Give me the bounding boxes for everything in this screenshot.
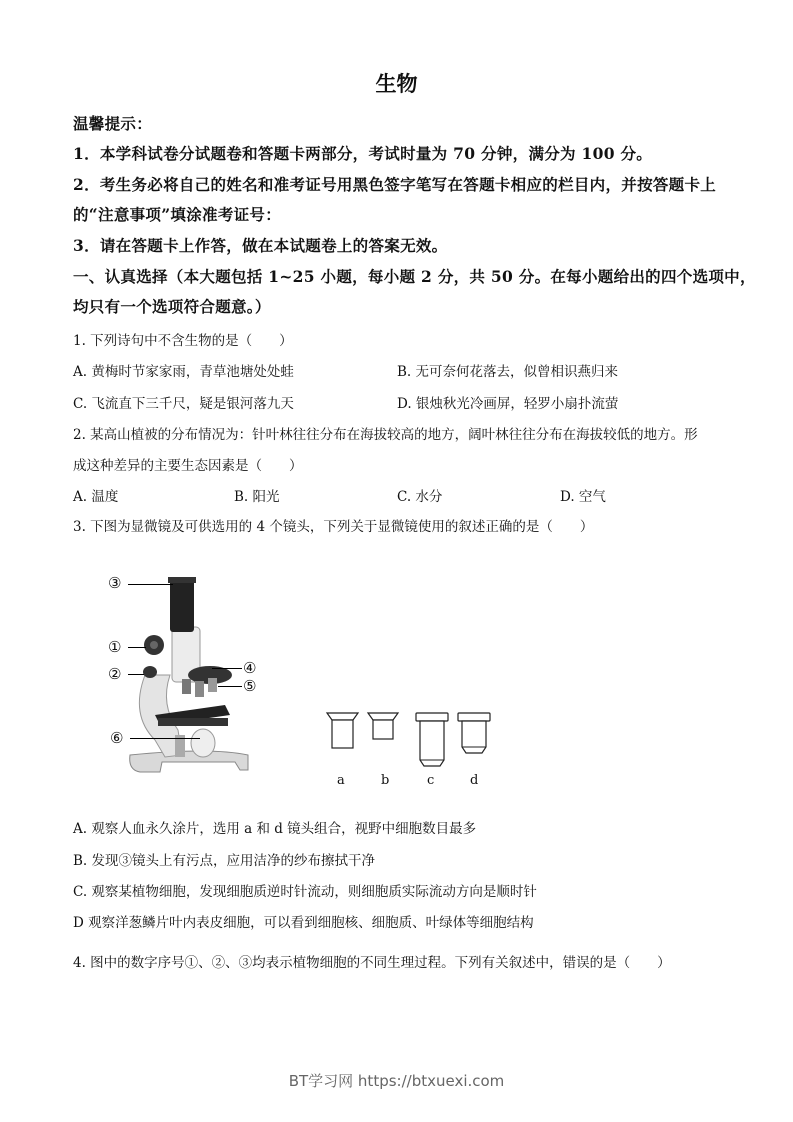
question-3-option-b: B. 发现③镜头上有污点，应用洁净的纱布擦拭干净 [73, 853, 376, 869]
lenses-figure [320, 705, 500, 795]
section-heading: 一、认真选择（本大题包括 1~25 小题，每小题 2 分，共 50 分。在每小题给出的四个选项中， [73, 267, 756, 286]
notice-item-3: 3．请在答题卡上作答，做在本试题卷上的答案无效。 [73, 236, 448, 255]
question-2-option-c: C. 水分 [397, 489, 443, 505]
label-2: ② [108, 665, 122, 683]
notice-heading: 温馨提示： [73, 114, 153, 133]
watermark: BT学习网 https://btxuexi.com [288, 1072, 505, 1090]
question-3-option-c: C. 观察某植物细胞，发现细胞质逆时针流动，则细胞质实际流动方向是顺时针 [73, 884, 537, 900]
lens-label-c: c [427, 773, 435, 788]
question-1-option-a: A. 黄梅时节家家雨，青草池塘处处蛙 [73, 364, 294, 380]
lens-label-b: b [381, 773, 390, 788]
question-1-stem: 1. 下列诗句中不含生物的是（ ） [73, 333, 293, 349]
notice-item-2-cont: 的“注意事项”填涂准考证号： [73, 205, 282, 224]
question-3-stem: 3. 下图为显微镜及可供选用的 4 个镜头，下列关于显微镜使用的叙述正确的是（ ） [73, 519, 594, 535]
label-3: ③ [108, 574, 122, 592]
label-6: ⑥ [110, 729, 124, 747]
question-3-option-d: D 观察洋葱鳞片叶内表皮细胞，可以看到细胞核、细胞质、叶绿体等细胞结构 [73, 915, 534, 931]
notice-item-1: 1．本学科试卷分试题卷和答题卡两部分，考试时量为 70 分钟，满分为 100 分。 [73, 144, 653, 163]
question-1-option-c: C. 飞流直下三千尺，疑是银河落九天 [73, 396, 294, 412]
lens-label-a: a [337, 773, 345, 788]
question-4-stem: 4. 图中的数字序号①、②、③均表示植物细胞的不同生理过程。下列有关叙述中，错误的是（ ） [73, 955, 671, 971]
question-2-option-a: A. 温度 [73, 489, 119, 505]
notice-item-2: 2．考生务必将自己的姓名和准考证号用黑色签字笔写在答题卡相应的栏目内，并按答题卡上 [73, 175, 717, 194]
question-1-option-b: B. 无可奈何花落去，似曾相识燕归来 [397, 364, 619, 380]
question-3-option-a: A. 观察人血永久涂片，选用 a 和 d 镜头组合，视野中细胞数目最多 [73, 821, 477, 837]
question-2-stem: 2. 某高山植被的分布情况为：针叶林往往分布在海拔较高的地方，阔叶林往往分布在海拔较低的地方。形 [73, 427, 698, 443]
label-5: ⑤ [243, 677, 257, 695]
page-title: 生物 [375, 71, 418, 96]
label-1: ① [108, 638, 122, 656]
question-2-stem-cont: 成这种差异的主要生态因素是（ ） [73, 458, 303, 474]
question-1-option-d: D. 银烛秋光冷画屏，轻罗小扇扑流萤 [397, 396, 619, 412]
question-2-option-d: D. 空气 [560, 489, 606, 505]
question-2-option-b: B. 阳光 [234, 489, 280, 505]
section-heading-cont: 均只有一个选项符合题意。） [73, 297, 271, 316]
label-4: ④ [243, 659, 257, 677]
microscope-figure [100, 565, 280, 780]
lens-label-d: d [470, 773, 479, 788]
